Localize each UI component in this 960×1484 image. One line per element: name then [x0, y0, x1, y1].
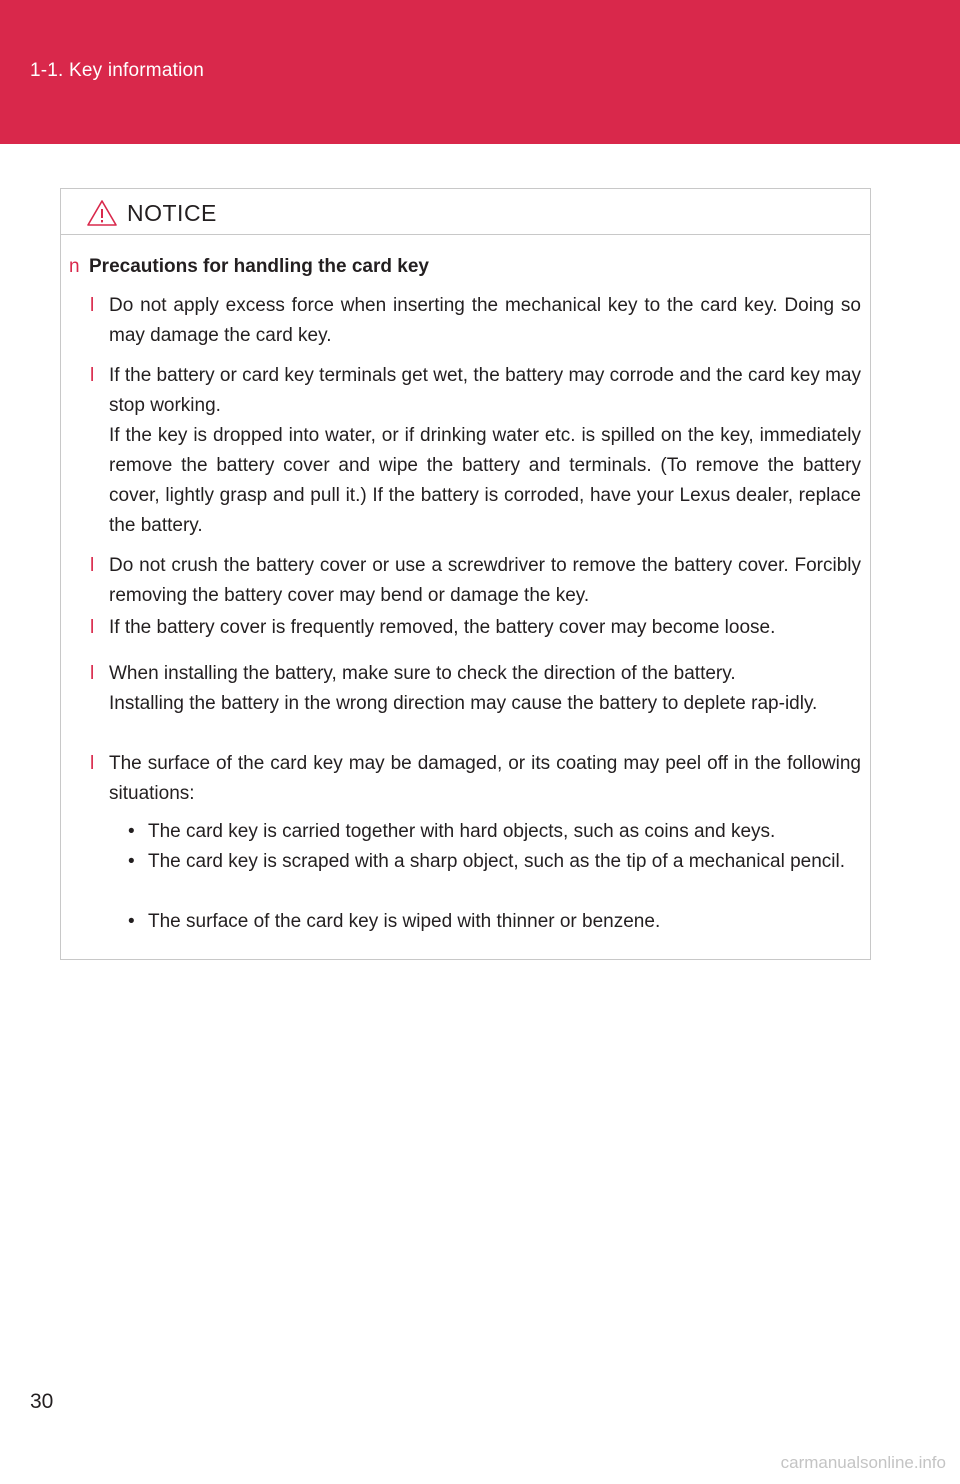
notice-box: [60, 188, 871, 960]
sub-list-item: [128, 847, 861, 877]
notice-label: NOTICE: [127, 200, 217, 226]
list-item-text: Do not crush the battery cover or use a screwdriver to remove the battery cover. Forcibly removing the battery cover may bend or damage the key.: [109, 555, 861, 606]
sub-list-item-text: The surface of the card key is wiped with thinner or benzene.: [148, 911, 661, 932]
list-item-continuation: [90, 421, 861, 541]
subheading-marker: n: [69, 256, 80, 277]
header-band: [0, 0, 960, 144]
list-item: [90, 291, 861, 351]
bullet-marker: l: [90, 365, 95, 386]
sub-bullet-marker: •: [128, 821, 135, 842]
bullet-marker: l: [90, 295, 95, 316]
page-number: 30: [30, 1390, 54, 1413]
list-item-text: When installing the battery, make sure to check the direction of the battery.: [109, 663, 736, 684]
list-item: [90, 749, 861, 809]
sub-list-item-text: The card key is scraped with a sharp object, such as the tip of a mechanical pencil.: [148, 851, 846, 872]
list-item-text: If the battery or card key terminals get wet, the battery may corrode and the card key may stop working.: [109, 365, 861, 416]
bullet-marker: l: [90, 753, 95, 774]
list-item: [90, 361, 861, 421]
watermark: carmanualsonline.info: [780, 1453, 946, 1472]
list-item: [90, 659, 861, 689]
notice-header: [61, 189, 870, 235]
list-item: [90, 613, 861, 643]
list-item-text: If the battery cover is frequently removed, the battery cover may become loose.: [109, 617, 776, 638]
subheading-text: Precautions for handling the card key: [89, 256, 429, 277]
section-title: 1-1. Key information: [30, 60, 205, 81]
subheading: [69, 255, 429, 279]
warning-triangle-icon: [86, 199, 118, 227]
list-item-text: Installing the battery in the wrong direction may cause the battery to deplete rap-idly.: [109, 693, 818, 714]
sub-list-item-text: The card key is carried together with hard objects, such as coins and keys.: [148, 821, 776, 842]
bullet-marker: l: [90, 617, 95, 638]
sub-bullet-marker: •: [128, 851, 135, 872]
list-item: [90, 551, 861, 611]
list-item-continuation: [90, 689, 861, 719]
bullet-marker: l: [90, 663, 95, 684]
list-item-text: Do not apply excess force when inserting the mechanical key to the card key. Doing so may damage the card key.: [109, 295, 861, 346]
sub-list-item: [128, 817, 861, 847]
sub-bullet-marker: •: [128, 911, 135, 932]
list-item-text: If the key is dropped into water, or if drinking water etc. is spilled on the key, immediately remove the battery cover and wipe the battery and terminals. (To remove the battery cover, lightly grasp and pull it.) If the battery is corroded, have your Lexus dealer, replace the battery.: [109, 425, 861, 536]
bullet-marker: l: [90, 555, 95, 576]
list-item-text: The surface of the card key may be damaged, or its coating may peel off in the following situations:: [109, 753, 861, 804]
sub-list-item: [128, 907, 861, 937]
